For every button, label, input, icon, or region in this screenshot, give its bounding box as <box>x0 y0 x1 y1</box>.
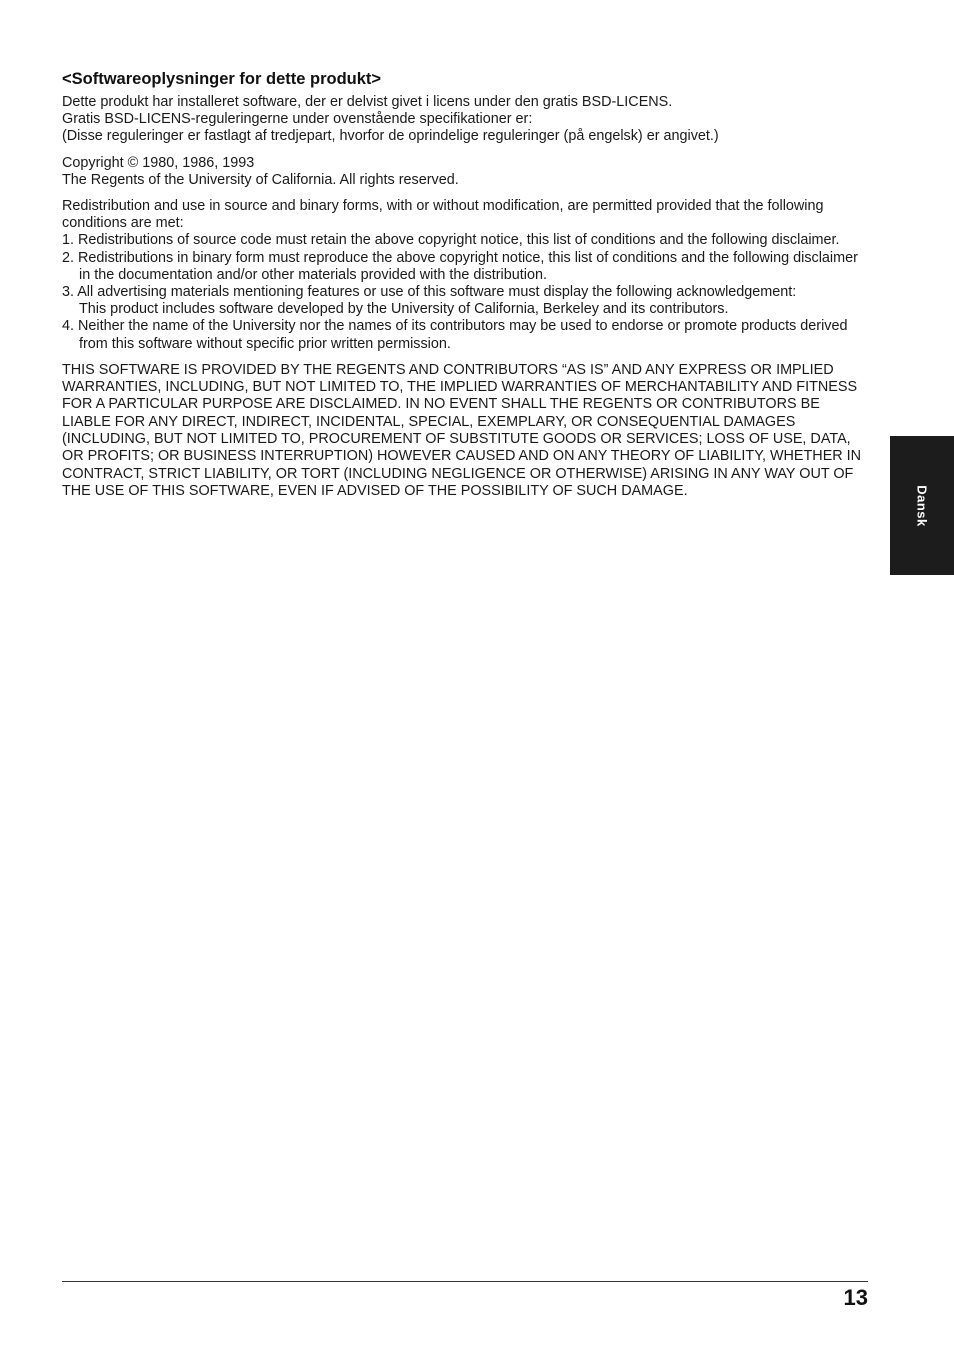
footer-divider <box>62 1281 868 1282</box>
copyright-paragraph <box>62 155 870 189</box>
intro-paragraph <box>62 94 870 146</box>
condition-item: 4. Neither the name of the University nor the names of its contributors may be used to endorse or promote products derived from this software without specific prior written permission. <box>62 318 848 352</box>
section-heading: <Softwareoplysninger for dette produkt> <box>62 70 382 88</box>
language-tab <box>890 436 954 575</box>
intro-line: Dette produkt har installeret software, der er delvist givet i licens under den gratis BSD-LICENS. <box>62 94 673 110</box>
intro-line: (Disse reguleringer er fastlagt af tredjepart, hvorfor de oprindelige reguleringer (på engelsk) er angivet.) <box>62 128 719 145</box>
acknowledgement-text: This product includes software developed by the University of California, Berkeley and its contributors. <box>79 301 729 318</box>
document-body <box>62 68 870 515</box>
page-number: 13 <box>843 1285 868 1310</box>
conditions-list <box>62 232 870 352</box>
condition-item: 2. Redistributions in binary form must reproduce the above copyright notice, this list of conditions and the following disclaimer in the documentation and/or other materials provided with the distribution. <box>62 249 858 283</box>
redistribution-intro: Redistribution and use in source and binary forms, with or without modification, are permitted provided that the following conditions are met: <box>62 198 824 232</box>
copyright-line: The Regents of the University of California. All rights reserved. <box>62 171 459 188</box>
condition-item: 1. Redistributions of source code must retain the above copyright notice, this list of conditions and the following disclaimer. <box>62 232 840 249</box>
copyright-line: Copyright © 1980, 1986, 1993 <box>62 154 255 171</box>
disclaimer-paragraph: THIS SOFTWARE IS PROVIDED BY THE REGENTS AND CONTRIBUTORS “AS IS” AND ANY EXPRESS OR IMPLIED WARRANTIES, INCLUDING, BUT NOT LIMITED TO, THE IMPLIED WARRANTIES OF MERCHANTABILITY AND FITNESS FOR A PARTICULAR PURPOSE ARE DISCLAIMED. IN NO EVENT SHALL THE REGENTS OR CONTRIBUTORS BE LIABLE FOR ANY DIRECT, INDIRECT, INCIDENTAL, SPECIAL, EXEMPLARY, OR CONSEQUENTIAL DAMAGES (INCLUDING, BUT NOT LIMITED TO, PROCUREMENT OF SUBSTITUTE GOODS OR SERVICES; LOSS OF USE, DATA, OR PROFITS; OR BUSINESS INTERRUPTION) HOWEVER CAUSED AND ON ANY THEORY OF LIABILITY, WHETHER IN CONTRACT, STRICT LIABILITY, OR TORT (INCLUDING NEGLIGENCE OR OTHERWISE) ARISING IN ANY WAY OUT OF THE USE OF THIS SOFTWARE, EVEN IF ADVISED OF THE POSSIBILITY OF SUCH DAMAGE. <box>62 361 862 499</box>
language-tab-label: Dansk <box>914 484 930 527</box>
condition-text: 3. All advertising materials mentioning features or use of this software must display the following acknowledgement: <box>62 284 797 301</box>
intro-line: Gratis BSD-LICENS-reguleringerne under ovenstående specifikationer er: <box>62 111 533 128</box>
condition-item <box>62 284 870 318</box>
